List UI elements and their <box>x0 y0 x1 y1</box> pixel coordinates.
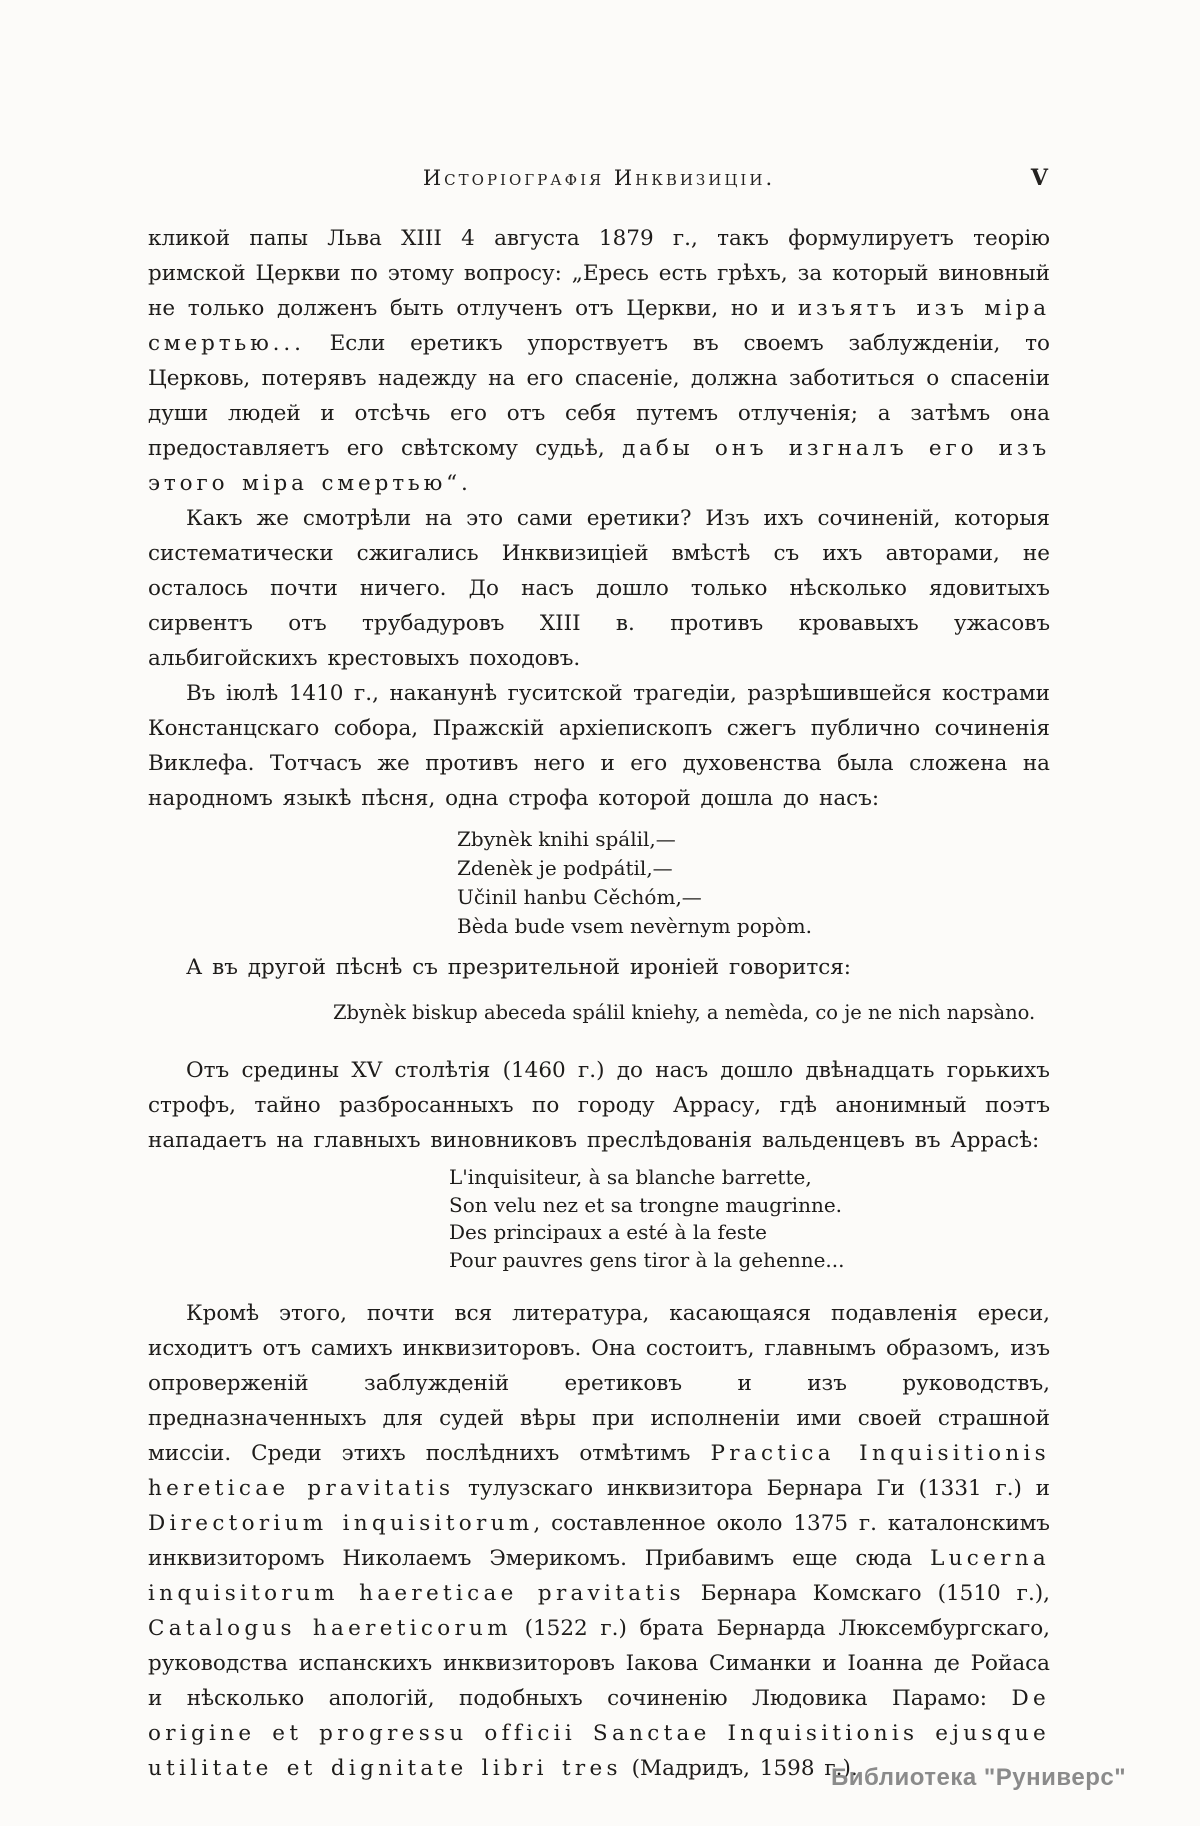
text-segment: тулузскаго инквизитора Бернара Ги (1331 г.) и <box>454 1476 1050 1501</box>
text-segment: (1522 г.) брата Бернарда Люксембургскаго, руководства испанскихъ инквизиторовъ Іакова Симанки и Іоанна де Ройаса и нѣсколько апологій, подобныхъ сочиненію Людовика Парамо: <box>148 1616 1050 1711</box>
text-segment: Отъ средины XV столѣтія (1460 г.) до насъ дошло двѣнадцать горькихъ строфъ, тайно разбросанныхъ по городу Аррасу, гдѣ анонимный поэтъ нападаетъ на главныхъ виновниковъ преслѣдованія вальденцевъ въ Аррасѣ: <box>148 1058 1050 1153</box>
emphasized-segment: De origine et progressu officii Sanctae Inquisitionis ejusque utilitate et dignitate libri tres <box>148 1686 1050 1781</box>
emphasized-segment: Lucerna inquisitorum haereticae pravitatis <box>148 1546 1050 1606</box>
library-watermark: Библиотека "Руниверс" <box>831 1764 1127 1791</box>
verse-line: Zbynèk biskup abeceda spálil kniehy, a nemèda, co je ne nich napsàno. <box>333 1001 1036 1024</box>
text-segment: , составленное около 1375 г. каталонскимъ инквизиторомъ Николаемъ Эмерикомъ. Прибавимъ еще сюда <box>148 1511 1050 1571</box>
text-segment: кликой папы Льва XIII 4 августа 1879 г., такъ формулируетъ теорію римской Церкви по этому вопросу: „Ересь есть грѣхъ, за который виновный не только долженъ быть отлученъ отъ Церкви, но и <box>148 226 1050 321</box>
emphasized-segment: Catalogus haereticorum <box>148 1616 512 1641</box>
running-head <box>148 165 1050 191</box>
verse-line: Učinil hanbu Cěchóm,— <box>457 885 702 909</box>
text-block <box>148 165 1050 1786</box>
verse-line: Zdenèk je podpátil,— <box>457 856 673 880</box>
verse-line: Bèda bude vsem nevèrnym popòm. <box>457 914 812 938</box>
emphasized-segment: Practica Inquisitionis hereticae pravitatis <box>148 1441 1051 1501</box>
text-segment: Въ іюлѣ 1410 г., наканунѣ гуситской трагедіи, разрѣшившейся кострами Констанцскаго собора, Пражскій архіепископъ сжегъ публично сочиненія Виклефа. Тотчасъ же противъ него и его духовенства была сложена на народномъ языкѣ пѣсня, одна строфа которой дошла до насъ: <box>148 681 1050 811</box>
paragraph-heretics-view <box>148 501 1050 676</box>
paragraph-encyclical <box>148 221 1050 501</box>
text-segment: (Мадридъ, 1598 г.). <box>621 1756 858 1781</box>
verse-line: Des principaux a esté à la feste <box>449 1220 767 1244</box>
french-verse <box>449 1164 1050 1274</box>
text-segment: Бернара Комскаго (1510 г.), <box>684 1581 1050 1606</box>
verse-line: L'inquisiteur, à sa blanche barrette, <box>449 1165 812 1189</box>
paragraph-other-song <box>148 950 1050 985</box>
czech-quote-verse <box>333 998 1050 1027</box>
emphasized-segment: изъятъ изъ міра смертью... <box>148 296 1050 356</box>
czech-song-verse <box>457 825 1050 941</box>
emphasized-segment: дабы онъ изгналъ его изъ этого міра смертью“. <box>148 436 1050 496</box>
verse-line: Pour pauvres gens tiror à la gehenne... <box>449 1247 845 1272</box>
page-body <box>148 221 1050 1786</box>
paragraph-hussite-1410 <box>148 676 1050 816</box>
verse-line: Son velu nez et sa trongne maugrinne. <box>449 1192 843 1217</box>
text-segment: Если еретикъ упорствуетъ въ своемъ заблужденіи, то Церковь, потерявъ надежду на его спасеніе, должна заботиться о спасеніи души людей и отсѣчь его отъ себя путемъ отлученія; а затѣмъ она предоставляетъ его свѣтскому судьѣ, <box>148 331 1050 461</box>
paragraph-arras-strophes <box>148 1053 1050 1158</box>
verse-line: Zbynèk knihi spálil,— <box>457 827 676 851</box>
text-segment: А въ другой пѣснѣ съ презрительной ироніей говорится: <box>186 955 852 980</box>
page-number: V <box>1030 165 1048 191</box>
text-segment: Кромѣ этого, почти вся литература, касающаяся подавленія ереси, исходитъ отъ самихъ инквизиторовъ. Она состоитъ, главнымъ образомъ, изъ опроверженій заблужденій еретиковъ и изъ руководствъ, предназначенныхъ для судей вѣры при исполненіи ими своей страшной миссіи. Среди этихъ послѣднихъ отмѣтимъ <box>148 1301 1050 1466</box>
text-segment: Какъ же смотрѣли на это сами еретики? Изъ ихъ сочиненій, которыя систематически сжигались Инквизиціей вмѣстѣ съ ихъ авторами, не осталось почти ничего. До насъ дошло только нѣсколько ядовитыхъ сирвентъ отъ трубадуровъ XIII в. противъ кровавыхъ ужасовъ альбигойскихъ крестовыхъ походовъ. <box>148 506 1050 671</box>
emphasized-segment: Directorium inquisitorum <box>148 1511 534 1536</box>
paragraph-inquisitor-literature <box>148 1296 1050 1786</box>
page-title: Исторіографія Инквизиціи. <box>422 166 776 190</box>
